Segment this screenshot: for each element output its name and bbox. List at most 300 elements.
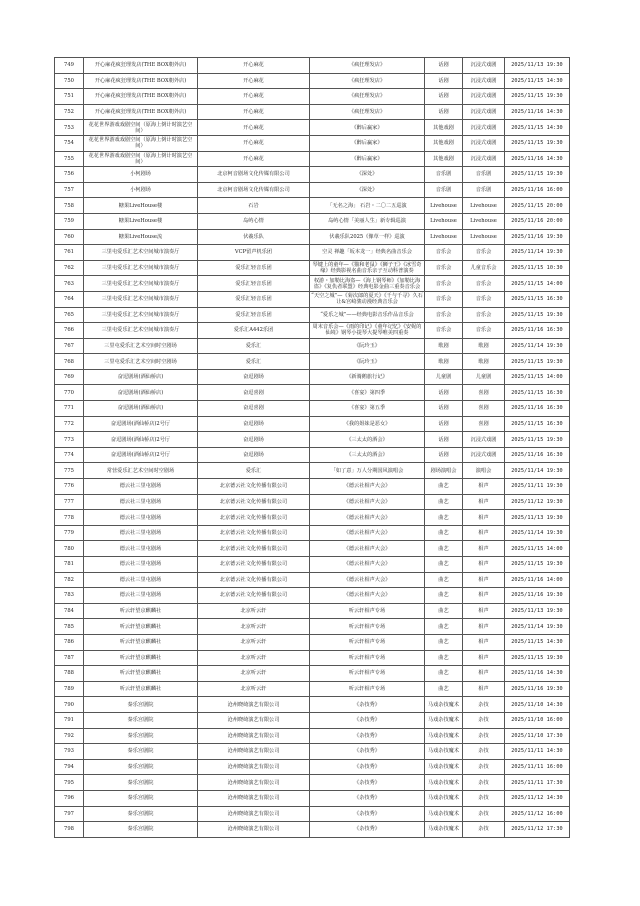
subcategory-cell: 音乐剧 xyxy=(463,182,505,198)
subcategory-cell: 杂技 xyxy=(463,775,505,791)
table-row xyxy=(55,728,570,744)
subcategory-cell: 喜剧 xyxy=(463,385,505,401)
show-datetime-cell: 2025/11/15 16:30 xyxy=(505,385,570,401)
program-title-cell: 权游・加勒比海盗—《海上钢琴师》《加勒比海盗》《复仇者联盟》经典电影金曲三重奏音乐会 xyxy=(310,276,425,292)
table-row xyxy=(55,479,570,495)
organizer-cell: 奋逗剧场 xyxy=(198,369,310,385)
organizer-cell: 北京德云社文化传播有限公司 xyxy=(198,588,310,604)
table-row xyxy=(55,151,570,167)
program-title-cell: 《德云社相声大会》 xyxy=(310,494,425,510)
organizer-cell: 岛屿心情 xyxy=(198,213,310,229)
subcategory-cell: 音乐剧 xyxy=(463,167,505,183)
table-row xyxy=(55,432,570,448)
row-number-cell: 779 xyxy=(55,525,84,541)
venue-cell: 小柯剧场 xyxy=(84,167,198,183)
organizer-cell: 北京听云轩 xyxy=(198,634,310,650)
venue-cell: 听云轩望京麒麟社 xyxy=(84,666,198,682)
organizer-cell: 沧州晓绮演艺有限公司 xyxy=(198,697,310,713)
row-number-cell: 775 xyxy=(55,463,84,479)
organizer-cell: VCP留声机乐团 xyxy=(198,245,310,261)
table-row xyxy=(55,541,570,557)
program-title-cell: 《杂技秀》 xyxy=(310,759,425,775)
venue-cell: 德云社三里屯剧场 xyxy=(84,572,198,588)
performance-schedule-table xyxy=(54,57,570,838)
venue-cell: 听云轩望京麒麟社 xyxy=(84,634,198,650)
table-row xyxy=(55,463,570,479)
organizer-cell: 开心麻花 xyxy=(198,104,310,120)
venue-cell: 三里屯爱乐汇艺术空间时空剧场 xyxy=(84,354,198,370)
program-title-cell: 《我的姐妹是恶女》 xyxy=(310,416,425,432)
organizer-cell: 北京听云轩 xyxy=(198,650,310,666)
venue-cell: 糖果LiveHouse楼 xyxy=(84,213,198,229)
subcategory-cell: 相声 xyxy=(463,525,505,541)
show-datetime-cell: 2025/11/13 19:30 xyxy=(505,603,570,619)
subcategory-cell: 歌剧 xyxy=(463,338,505,354)
category-cell: Livehouse xyxy=(425,229,463,245)
category-cell: 音乐会 xyxy=(425,307,463,323)
venue-cell: 秦乐宫剧院 xyxy=(84,822,198,838)
organizer-cell: 爱乐汇轻音乐团 xyxy=(198,260,310,276)
category-cell: 话剧 xyxy=(425,58,463,74)
table-body xyxy=(55,58,570,838)
subcategory-cell: 沉浸式戏剧 xyxy=(463,58,505,74)
category-cell: 曲艺 xyxy=(425,557,463,573)
program-title-cell: “天空之城”—《菊次郎的夏天》《千与千寻》久石让&宫崎骏动漫经典音乐会 xyxy=(311,293,423,306)
category-cell: 曲艺 xyxy=(425,494,463,510)
venue-cell: 秦乐宫剧院 xyxy=(84,712,198,728)
show-datetime-cell: 2025/11/10 17:30 xyxy=(505,728,570,744)
subcategory-cell: 沉浸式戏剧 xyxy=(463,432,505,448)
venue-cell: 德云社三里屯剧场 xyxy=(84,541,198,557)
table-row xyxy=(55,697,570,713)
program-title-cell: 《阮玲玉》 xyxy=(310,338,425,354)
program-title-cell: 听云轩相声专场 xyxy=(310,681,425,697)
subcategory-cell: 沉浸式戏剧 xyxy=(463,151,505,167)
row-number-cell: 786 xyxy=(55,634,84,650)
row-number-cell: 781 xyxy=(55,557,84,573)
category-cell: 马戏杂技魔术 xyxy=(425,728,463,744)
row-number-cell: 791 xyxy=(55,712,84,728)
subcategory-cell: 相声 xyxy=(463,650,505,666)
table-row xyxy=(55,494,570,510)
show-datetime-cell: 2025/11/13 19:30 xyxy=(505,58,570,74)
table-row xyxy=(55,323,570,339)
subcategory-cell: 杂技 xyxy=(463,790,505,806)
subcategory-cell: 相声 xyxy=(463,666,505,682)
program-title-cell: 听云轩相声专场 xyxy=(310,634,425,650)
subcategory-cell: 相声 xyxy=(463,572,505,588)
program-title-cell: 《喜宴》第四季 xyxy=(310,385,425,401)
program-title-cell: 《醉后赢家》 xyxy=(310,120,425,136)
category-cell: 其他戏剧 xyxy=(425,151,463,167)
subcategory-cell: 杂技 xyxy=(463,759,505,775)
category-cell: 马戏杂技魔术 xyxy=(425,759,463,775)
show-datetime-cell: 2025/11/15 14:30 xyxy=(505,73,570,89)
program-title-cell: 《德云社相声大会》 xyxy=(310,479,425,495)
program-title-cell: 《德云社相声大会》 xyxy=(310,572,425,588)
category-cell: 曲艺 xyxy=(425,634,463,650)
category-cell: 话剧 xyxy=(425,416,463,432)
table-row xyxy=(55,557,570,573)
subcategory-cell: 杂技 xyxy=(463,728,505,744)
row-number-cell: 759 xyxy=(55,213,84,229)
program-title-cell: 《杂技秀》 xyxy=(310,790,425,806)
table-row xyxy=(55,245,570,261)
organizer-cell: 石岩 xyxy=(198,198,310,214)
category-cell: 马戏杂技魔术 xyxy=(425,697,463,713)
organizer-cell: 爱乐汇A442乐团 xyxy=(198,323,310,339)
category-cell: 曲艺 xyxy=(425,525,463,541)
venue-cell: 德云社三里屯剧场 xyxy=(84,479,198,495)
category-cell: 马戏杂技魔术 xyxy=(425,790,463,806)
organizer-cell: 爱乐汇 xyxy=(198,354,310,370)
row-number-cell: 798 xyxy=(55,822,84,838)
show-datetime-cell: 2025/11/16 19:30 xyxy=(505,588,570,604)
show-datetime-cell: 2025/11/15 14:00 xyxy=(505,276,570,292)
venue-cell: 三里屯爱乐汇艺术空间城市演奏厅 xyxy=(84,245,198,261)
category-cell: 歌剧 xyxy=(425,354,463,370)
organizer-cell: 北京柯音剧场文化传媒有限公司 xyxy=(198,182,310,198)
organizer-cell: 北京德云社文化传播有限公司 xyxy=(198,557,310,573)
program-title-cell: 空灵 禅趣「坂本龙一」经典名曲音乐会 xyxy=(310,245,425,261)
venue-cell: 开心麻花疯狂理发店(THE BOX朝外店) xyxy=(84,104,198,120)
show-datetime-cell: 2025/11/15 16:30 xyxy=(505,416,570,432)
organizer-cell: 北京德云社文化传播有限公司 xyxy=(198,572,310,588)
show-datetime-cell: 2025/11/15 14:30 xyxy=(505,634,570,650)
table-row xyxy=(55,650,570,666)
category-cell: 曲艺 xyxy=(425,603,463,619)
row-number-cell: 780 xyxy=(55,541,84,557)
subcategory-cell: 沉浸式戏剧 xyxy=(463,104,505,120)
show-datetime-cell: 2025/11/11 17:30 xyxy=(505,775,570,791)
show-datetime-cell: 2025/11/16 19:30 xyxy=(505,229,570,245)
row-number-cell: 787 xyxy=(55,650,84,666)
program-title-cell: 《疯狂理发店》 xyxy=(310,58,425,74)
show-datetime-cell: 2025/11/15 14:00 xyxy=(505,369,570,385)
category-cell: 音乐会 xyxy=(425,291,463,307)
row-number-cell: 772 xyxy=(55,416,84,432)
row-number-cell: 760 xyxy=(55,229,84,245)
venue-cell: 秦乐宫剧院 xyxy=(84,759,198,775)
venue-cell: 秦乐宫剧院 xyxy=(84,697,198,713)
table-row xyxy=(55,276,570,292)
category-cell: 马戏杂技魔术 xyxy=(425,775,463,791)
organizer-cell: 北京听云轩 xyxy=(198,681,310,697)
row-number-cell: 765 xyxy=(55,307,84,323)
category-cell: 其他戏剧 xyxy=(425,120,463,136)
venue-cell: 德云社三里屯剧场 xyxy=(84,510,198,526)
table-row xyxy=(55,510,570,526)
subcategory-cell: Livehouse xyxy=(463,229,505,245)
venue-cell: 三里屯爱乐汇艺术空间城市演奏厅 xyxy=(84,291,198,307)
subcategory-cell: 沉浸式戏剧 xyxy=(463,73,505,89)
venue-cell: 秦乐宫剧院 xyxy=(84,806,198,822)
subcategory-cell: 沉浸式戏剧 xyxy=(463,120,505,136)
category-cell: 曲艺 xyxy=(425,572,463,588)
table-row xyxy=(55,213,570,229)
organizer-cell: 爱乐汇 xyxy=(198,338,310,354)
table-row xyxy=(55,603,570,619)
organizer-cell: 北京德云社文化传播有限公司 xyxy=(198,494,310,510)
organizer-cell: 北京听云轩 xyxy=(198,619,310,635)
row-number-cell: 756 xyxy=(55,167,84,183)
organizer-cell: 沧州晓绮演艺有限公司 xyxy=(198,728,310,744)
program-title-cell: 岛屿心情「美丽人生」新专辑巡演 xyxy=(310,213,425,229)
organizer-cell: 爱乐汇 xyxy=(198,463,310,479)
table-row xyxy=(55,229,570,245)
program-title-cell: 《醉后赢家》 xyxy=(310,135,425,151)
venue-cell: 三里屯爱乐汇艺术空间城市演奏厅 xyxy=(84,307,198,323)
show-datetime-cell: 2025/11/16 16:30 xyxy=(505,401,570,417)
show-datetime-cell: 2025/11/14 19:30 xyxy=(505,245,570,261)
row-number-cell: 773 xyxy=(55,432,84,448)
show-datetime-cell: 2025/11/15 10:30 xyxy=(505,260,570,276)
venue-cell: 开心麻花疯狂理发店(THE BOX朝外店) xyxy=(84,73,198,89)
venue-cell: 秦乐宫剧院 xyxy=(84,728,198,744)
venue-cell: 常营爱乐汇艺术空间时空剧场 xyxy=(84,463,198,479)
subcategory-cell: 相声 xyxy=(463,494,505,510)
row-number-cell: 797 xyxy=(55,806,84,822)
show-datetime-cell: 2025/11/16 16:30 xyxy=(505,323,570,339)
row-number-cell: 749 xyxy=(55,58,84,74)
row-number-cell: 785 xyxy=(55,619,84,635)
show-datetime-cell: 2025/11/15 20:00 xyxy=(505,198,570,214)
category-cell: 曲艺 xyxy=(425,619,463,635)
row-number-cell: 752 xyxy=(55,104,84,120)
subcategory-cell: 沉浸式戏剧 xyxy=(463,135,505,151)
category-cell: 话剧 xyxy=(425,104,463,120)
organizer-cell: 开心麻花 xyxy=(198,120,310,136)
subcategory-cell: Livehouse xyxy=(463,213,505,229)
category-cell: 其他戏剧 xyxy=(425,135,463,151)
subcategory-cell: 相声 xyxy=(463,588,505,604)
venue-cell: 三里屯爱乐汇艺术空间城市演奏厅 xyxy=(84,323,198,339)
show-datetime-cell: 2025/11/16 20:00 xyxy=(505,213,570,229)
organizer-cell: 沧州晓绮演艺有限公司 xyxy=(198,759,310,775)
organizer-cell: 开心麻花 xyxy=(198,73,310,89)
table-row xyxy=(55,712,570,728)
table-row xyxy=(55,89,570,105)
show-datetime-cell: 2025/11/15 19:30 xyxy=(505,167,570,183)
subcategory-cell: 杂技 xyxy=(463,744,505,760)
program-title-cell: 《疯狂理发店》 xyxy=(310,104,425,120)
row-number-cell: 766 xyxy=(55,323,84,339)
table-row xyxy=(55,525,570,541)
show-datetime-cell: 2025/11/16 16:30 xyxy=(505,447,570,463)
row-number-cell: 774 xyxy=(55,447,84,463)
subcategory-cell: 相声 xyxy=(463,634,505,650)
table-row xyxy=(55,775,570,791)
table-row xyxy=(55,572,570,588)
subcategory-cell: 沉浸式戏剧 xyxy=(463,89,505,105)
organizer-cell: 伏羲乐队 xyxy=(198,229,310,245)
category-cell: 曲艺 xyxy=(425,588,463,604)
category-cell: 马戏杂技魔术 xyxy=(425,806,463,822)
organizer-cell: 沧州晓绮演艺有限公司 xyxy=(198,790,310,806)
organizer-cell: 北京听云轩 xyxy=(198,666,310,682)
venue-cell: 三里屯爱乐汇艺术空间城市演奏厅 xyxy=(84,276,198,292)
show-datetime-cell: 2025/11/15 19:30 xyxy=(505,89,570,105)
subcategory-cell: 相声 xyxy=(463,541,505,557)
program-title-cell: 《杂技秀》 xyxy=(310,728,425,744)
category-cell: 曲艺 xyxy=(425,666,463,682)
show-datetime-cell: 2025/11/15 19:30 xyxy=(505,354,570,370)
organizer-cell: 爱乐汇轻音乐团 xyxy=(198,307,310,323)
show-datetime-cell: 2025/11/15 19:30 xyxy=(505,650,570,666)
show-datetime-cell: 2025/11/14 19:30 xyxy=(505,338,570,354)
organizer-cell: 北京柯音剧场文化传媒有限公司 xyxy=(198,167,310,183)
row-number-cell: 771 xyxy=(55,401,84,417)
table-row xyxy=(55,588,570,604)
row-number-cell: 767 xyxy=(55,338,84,354)
organizer-cell: 开心麻花 xyxy=(198,135,310,151)
subcategory-cell: Livehouse xyxy=(463,198,505,214)
program-title-cell: 《深处》 xyxy=(310,167,425,183)
show-datetime-cell: 2025/11/13 19:30 xyxy=(505,510,570,526)
program-title-cell: 听云轩相声专场 xyxy=(310,603,425,619)
show-datetime-cell: 2025/11/14 19:30 xyxy=(505,525,570,541)
category-cell: 剧场演唱会 xyxy=(425,463,463,479)
show-datetime-cell: 2025/11/11 14:30 xyxy=(505,744,570,760)
table-row xyxy=(55,182,570,198)
show-datetime-cell: 2025/11/10 14:30 xyxy=(505,697,570,713)
show-datetime-cell: 2025/11/11 16:00 xyxy=(505,759,570,775)
organizer-cell: 开心麻花 xyxy=(198,58,310,74)
organizer-cell: 沧州晓绮演艺有限公司 xyxy=(198,775,310,791)
show-datetime-cell: 2025/11/11 19:30 xyxy=(505,479,570,495)
show-datetime-cell: 2025/11/16 14:30 xyxy=(505,151,570,167)
table-row xyxy=(55,291,570,307)
category-cell: 话剧 xyxy=(425,385,463,401)
row-number-cell: 762 xyxy=(55,260,84,276)
venue-cell: 奋逗剧场(酒仙桥店)2号厅 xyxy=(84,432,198,448)
row-number-cell: 768 xyxy=(55,354,84,370)
program-title-cell: 伏羲乐队2025《像草一样》巡演 xyxy=(310,229,425,245)
venue-cell: 德云社三里屯剧场 xyxy=(84,557,198,573)
organizer-cell: 沧州晓绮演艺有限公司 xyxy=(198,712,310,728)
subcategory-cell: 音乐会 xyxy=(463,307,505,323)
venue-cell: 奋逗剧场(酒仙桥店)2号厅 xyxy=(84,416,198,432)
venue-cell: 花花世界游戏戏剧空间（原海上倒计时演艺空间） xyxy=(84,135,198,151)
show-datetime-cell: 2025/11/12 14:30 xyxy=(505,790,570,806)
subcategory-cell: 杂技 xyxy=(463,822,505,838)
table-row xyxy=(55,666,570,682)
program-title-cell: 《德云社相声大会》 xyxy=(310,541,425,557)
subcategory-cell: 相声 xyxy=(463,479,505,495)
subcategory-cell: 相声 xyxy=(463,681,505,697)
row-number-cell: 776 xyxy=(55,479,84,495)
row-number-cell: 763 xyxy=(55,276,84,292)
program-title-cell: 《德云社相声大会》 xyxy=(310,588,425,604)
category-cell: 歌剧 xyxy=(425,338,463,354)
program-title-cell: 《三太太的酒会》 xyxy=(310,447,425,463)
venue-cell: 秦乐宫剧院 xyxy=(84,744,198,760)
program-title-cell: 听云轩相声专场 xyxy=(310,650,425,666)
program-title-cell: 《阮玲玉》 xyxy=(310,354,425,370)
table-row xyxy=(55,369,570,385)
venue-cell: 奋逗剧场(酒仙桥店) xyxy=(84,385,198,401)
row-number-cell: 792 xyxy=(55,728,84,744)
program-title-cell: 《杂技秀》 xyxy=(310,744,425,760)
category-cell: 话剧 xyxy=(425,73,463,89)
venue-cell: 奋逗剧场(酒仙桥店)2号厅 xyxy=(84,447,198,463)
subcategory-cell: 相声 xyxy=(463,510,505,526)
organizer-cell: 北京听云轩 xyxy=(198,603,310,619)
subcategory-cell: 相声 xyxy=(463,603,505,619)
venue-cell: 奋逗剧场(酒仙桥店) xyxy=(84,401,198,417)
table-row xyxy=(55,681,570,697)
program-title-cell: 《杂技秀》 xyxy=(310,775,425,791)
program-title-cell: 《德云社相声大会》 xyxy=(310,557,425,573)
organizer-cell: 奋逗剧场 xyxy=(198,447,310,463)
organizer-cell: 北京德云社文化传播有限公司 xyxy=(198,479,310,495)
organizer-cell: 沧州晓绮演艺有限公司 xyxy=(198,744,310,760)
table-row xyxy=(55,416,570,432)
table-row xyxy=(55,806,570,822)
show-datetime-cell: 2025/11/16 14:00 xyxy=(505,572,570,588)
subcategory-cell: 杂技 xyxy=(463,806,505,822)
subcategory-cell: 儿童音乐会 xyxy=(463,260,505,276)
venue-cell: 德云社三里屯剧场 xyxy=(84,494,198,510)
subcategory-cell: 音乐会 xyxy=(463,291,505,307)
show-datetime-cell: 2025/11/10 16:00 xyxy=(505,712,570,728)
category-cell: 音乐会 xyxy=(425,276,463,292)
table-row xyxy=(55,104,570,120)
organizer-cell: 奋逗剧场 xyxy=(198,416,310,432)
category-cell: 马戏杂技魔术 xyxy=(425,712,463,728)
program-title-cell: 《德云社相声大会》 xyxy=(310,525,425,541)
category-cell: 马戏杂技魔术 xyxy=(425,744,463,760)
venue-cell: 秦乐宫剧院 xyxy=(84,775,198,791)
category-cell: 话剧 xyxy=(425,89,463,105)
venue-cell: 德云社三里屯剧场 xyxy=(84,588,198,604)
show-datetime-cell: 2025/11/16 14:30 xyxy=(505,104,570,120)
category-cell: 音乐会 xyxy=(425,245,463,261)
venue-cell: 德云社三里屯剧场 xyxy=(84,525,198,541)
organizer-cell: 奋逗喜剧 xyxy=(198,401,310,417)
program-title-cell: 《新骑鹅旅行记》 xyxy=(310,369,425,385)
program-title-cell: 《醉后赢家》 xyxy=(310,151,425,167)
subcategory-cell: 沉浸式戏剧 xyxy=(463,447,505,463)
row-number-cell: 788 xyxy=(55,666,84,682)
row-number-cell: 778 xyxy=(55,510,84,526)
row-number-cell: 764 xyxy=(55,291,84,307)
program-title-cell: 周末音乐会—《雨的印记》《童年记忆》《安妮的仙境》钢琴小提琴大提琴唯美四重奏 xyxy=(310,323,425,339)
show-datetime-cell: 2025/11/16 16:00 xyxy=(505,182,570,198)
show-datetime-cell: 2025/11/15 19:30 xyxy=(505,307,570,323)
show-datetime-cell: 2025/11/12 17:30 xyxy=(505,822,570,838)
program-title-cell: 「如了意」万人分期国风演唱会 xyxy=(310,463,425,479)
row-number-cell: 796 xyxy=(55,790,84,806)
table-row xyxy=(55,354,570,370)
program-title-cell: 听云轩相声专场 xyxy=(310,619,425,635)
show-datetime-cell: 2025/11/12 16:00 xyxy=(505,806,570,822)
category-cell: 话剧 xyxy=(425,432,463,448)
program-title-cell: 《喜宴》第五季 xyxy=(310,401,425,417)
table-row xyxy=(55,338,570,354)
show-datetime-cell: 2025/11/12 19:30 xyxy=(505,494,570,510)
subcategory-cell: 歌剧 xyxy=(463,354,505,370)
program-title-cell: 《杂技秀》 xyxy=(310,712,425,728)
venue-cell: 糖果LiveHouse流 xyxy=(84,229,198,245)
show-datetime-cell: 2025/11/15 19:30 xyxy=(505,557,570,573)
organizer-cell: 爱乐汇轻音乐团 xyxy=(198,291,310,307)
subcategory-cell: 相声 xyxy=(463,619,505,635)
row-number-cell: 790 xyxy=(55,697,84,713)
venue-cell: 花花世界游戏戏剧空间（原海上倒计时演艺空间） xyxy=(84,120,198,136)
show-datetime-cell: 2025/11/15 19:30 xyxy=(505,432,570,448)
subcategory-cell: 音乐会 xyxy=(463,323,505,339)
